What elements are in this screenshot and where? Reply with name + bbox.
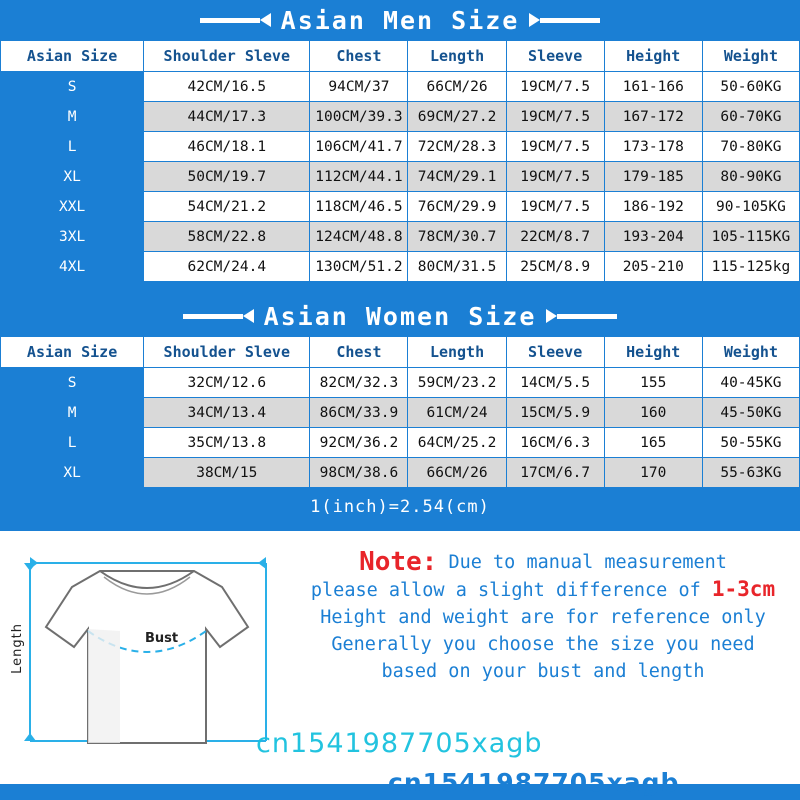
cell: 19CM/7.5 bbox=[506, 192, 604, 222]
title-dash-right bbox=[557, 314, 617, 319]
column-header: Chest bbox=[310, 41, 408, 72]
table-row bbox=[1, 162, 800, 192]
cell: 124CM/48.8 bbox=[310, 222, 408, 252]
cell: 161-166 bbox=[604, 72, 702, 102]
cell: 167-172 bbox=[604, 102, 702, 132]
cell: 19CM/7.5 bbox=[506, 162, 604, 192]
size-cell: S bbox=[1, 368, 144, 398]
table-row bbox=[1, 428, 800, 458]
table-row bbox=[1, 132, 800, 162]
column-header: Sleeve bbox=[506, 41, 604, 72]
cell: 45-50KG bbox=[702, 398, 799, 428]
size-cell: 4XL bbox=[1, 252, 144, 282]
cell: 72CM/28.3 bbox=[408, 132, 506, 162]
cell: 40-45KG bbox=[702, 368, 799, 398]
title-dash-left bbox=[200, 18, 260, 23]
cell: 17CM/6.7 bbox=[506, 458, 604, 488]
cell: 66CM/26 bbox=[408, 458, 506, 488]
cell: 54CM/21.2 bbox=[144, 192, 310, 222]
note-line-4: Generally you choose the size you need bbox=[331, 634, 755, 655]
cell: 50-60KG bbox=[702, 72, 799, 102]
title-dash-left bbox=[183, 314, 243, 319]
men-size-table bbox=[0, 40, 800, 282]
note-line-5: based on your bust and length bbox=[381, 661, 705, 682]
cell: 44CM/17.3 bbox=[144, 102, 310, 132]
cell: 160 bbox=[604, 398, 702, 428]
column-header: Shoulder Sleve bbox=[144, 337, 310, 368]
men-title-row bbox=[0, 0, 800, 40]
title-arrow-right-icon bbox=[529, 13, 540, 27]
cell: 98CM/38.6 bbox=[310, 458, 408, 488]
inch-conversion-note: 1(inch)=2.54(cm) bbox=[310, 497, 490, 517]
tshirt-diagram bbox=[0, 531, 290, 784]
cell: 115-125kg bbox=[702, 252, 799, 282]
cell: 14CM/5.5 bbox=[506, 368, 604, 398]
cell: 19CM/7.5 bbox=[506, 132, 604, 162]
size-cell: M bbox=[1, 398, 144, 428]
bust-measure-label: Bust bbox=[145, 631, 179, 646]
note-line-1 bbox=[288, 549, 798, 576]
size-cell: XL bbox=[1, 162, 144, 192]
title-arrow-left-icon bbox=[243, 309, 254, 323]
note-line-2a: please allow a slight difference of bbox=[310, 580, 712, 601]
cell: 46CM/18.1 bbox=[144, 132, 310, 162]
size-cell: XXL bbox=[1, 192, 144, 222]
column-header: Shoulder Sleve bbox=[144, 41, 310, 72]
table-row bbox=[1, 72, 800, 102]
cell: 112CM/44.1 bbox=[310, 162, 408, 192]
cell: 130CM/51.2 bbox=[310, 252, 408, 282]
cell: 106CM/41.7 bbox=[310, 132, 408, 162]
table-row bbox=[1, 222, 800, 252]
women-title-row bbox=[0, 296, 800, 336]
cell: 179-185 bbox=[604, 162, 702, 192]
cell: 170 bbox=[604, 458, 702, 488]
column-header: Height bbox=[604, 337, 702, 368]
watermark-bottom: cn1541987705xagb bbox=[388, 768, 680, 797]
cell: 35CM/13.8 bbox=[144, 428, 310, 458]
cell: 69CM/27.2 bbox=[408, 102, 506, 132]
column-header: Length bbox=[408, 41, 506, 72]
note-line-2 bbox=[288, 576, 798, 604]
note-line-1-rest: Due to manual measurement bbox=[437, 552, 727, 573]
column-header: Asian Size bbox=[1, 41, 144, 72]
cell: 15CM/5.9 bbox=[506, 398, 604, 428]
cell: 61CM/24 bbox=[408, 398, 506, 428]
column-header: Weight bbox=[702, 41, 799, 72]
cell: 100CM/39.3 bbox=[310, 102, 408, 132]
title-dash-right bbox=[540, 18, 600, 23]
title-arrow-right-icon bbox=[546, 309, 557, 323]
size-cell: 3XL bbox=[1, 222, 144, 252]
cell: 105-115KG bbox=[702, 222, 799, 252]
table-header-row bbox=[1, 41, 800, 72]
cell: 59CM/23.2 bbox=[408, 368, 506, 398]
cell: 82CM/32.3 bbox=[310, 368, 408, 398]
tshirt-svg bbox=[0, 531, 290, 784]
cell: 155 bbox=[604, 368, 702, 398]
cell: 32CM/12.6 bbox=[144, 368, 310, 398]
cell: 22CM/8.7 bbox=[506, 222, 604, 252]
table-row bbox=[1, 102, 800, 132]
cell: 80CM/31.5 bbox=[408, 252, 506, 282]
cell: 78CM/30.7 bbox=[408, 222, 506, 252]
cell: 50-55KG bbox=[702, 428, 799, 458]
cell: 92CM/36.2 bbox=[310, 428, 408, 458]
cell: 74CM/29.1 bbox=[408, 162, 506, 192]
size-cell: M bbox=[1, 102, 144, 132]
cell: 186-192 bbox=[604, 192, 702, 222]
column-header: Chest bbox=[310, 337, 408, 368]
table-row bbox=[1, 458, 800, 488]
cell: 64CM/25.2 bbox=[408, 428, 506, 458]
cell: 118CM/46.5 bbox=[310, 192, 408, 222]
table-row bbox=[1, 368, 800, 398]
note-line-3: Height and weight are for reference only bbox=[320, 607, 766, 628]
cell: 60-70KG bbox=[702, 102, 799, 132]
size-cell: L bbox=[1, 132, 144, 162]
cell: 58CM/22.8 bbox=[144, 222, 310, 252]
cell: 38CM/15 bbox=[144, 458, 310, 488]
note-keyword: Note: bbox=[359, 547, 438, 577]
column-header: Height bbox=[604, 41, 702, 72]
title-arrow-left-icon bbox=[260, 13, 271, 27]
watermark-top: cn1541987705xagb bbox=[256, 728, 543, 759]
cell: 19CM/7.5 bbox=[506, 102, 604, 132]
cell: 42CM/16.5 bbox=[144, 72, 310, 102]
size-cell: XL bbox=[1, 458, 144, 488]
column-header: Length bbox=[408, 337, 506, 368]
cell: 165 bbox=[604, 428, 702, 458]
cell: 70-80KG bbox=[702, 132, 799, 162]
cell: 94CM/37 bbox=[310, 72, 408, 102]
men-title: Asian Men Size bbox=[280, 5, 520, 35]
cell: 34CM/13.4 bbox=[144, 398, 310, 428]
cell: 205-210 bbox=[604, 252, 702, 282]
table-header-row bbox=[1, 337, 800, 368]
cell: 62CM/24.4 bbox=[144, 252, 310, 282]
cell: 66CM/26 bbox=[408, 72, 506, 102]
column-header: Weight bbox=[702, 337, 799, 368]
section-gap bbox=[0, 282, 800, 296]
cell: 86CM/33.9 bbox=[310, 398, 408, 428]
cell: 55-63KG bbox=[702, 458, 799, 488]
women-title: Asian Women Size bbox=[263, 301, 537, 331]
table-row bbox=[1, 252, 800, 282]
cell: 16CM/6.3 bbox=[506, 428, 604, 458]
table-row bbox=[1, 398, 800, 428]
length-measure-label: Length bbox=[10, 623, 25, 674]
cell: 80-90KG bbox=[702, 162, 799, 192]
note-tolerance-value: 1-3cm bbox=[711, 577, 776, 601]
table-row bbox=[1, 192, 800, 222]
column-header: Sleeve bbox=[506, 337, 604, 368]
size-cell: L bbox=[1, 428, 144, 458]
cell: 25CM/8.9 bbox=[506, 252, 604, 282]
cell: 76CM/29.9 bbox=[408, 192, 506, 222]
cell: 19CM/7.5 bbox=[506, 72, 604, 102]
cell: 50CM/19.7 bbox=[144, 162, 310, 192]
cell: 90-105KG bbox=[702, 192, 799, 222]
cell: 173-178 bbox=[604, 132, 702, 162]
cell: 193-204 bbox=[604, 222, 702, 252]
women-size-table bbox=[0, 336, 800, 488]
size-cell: S bbox=[1, 72, 144, 102]
column-header: Asian Size bbox=[1, 337, 144, 368]
